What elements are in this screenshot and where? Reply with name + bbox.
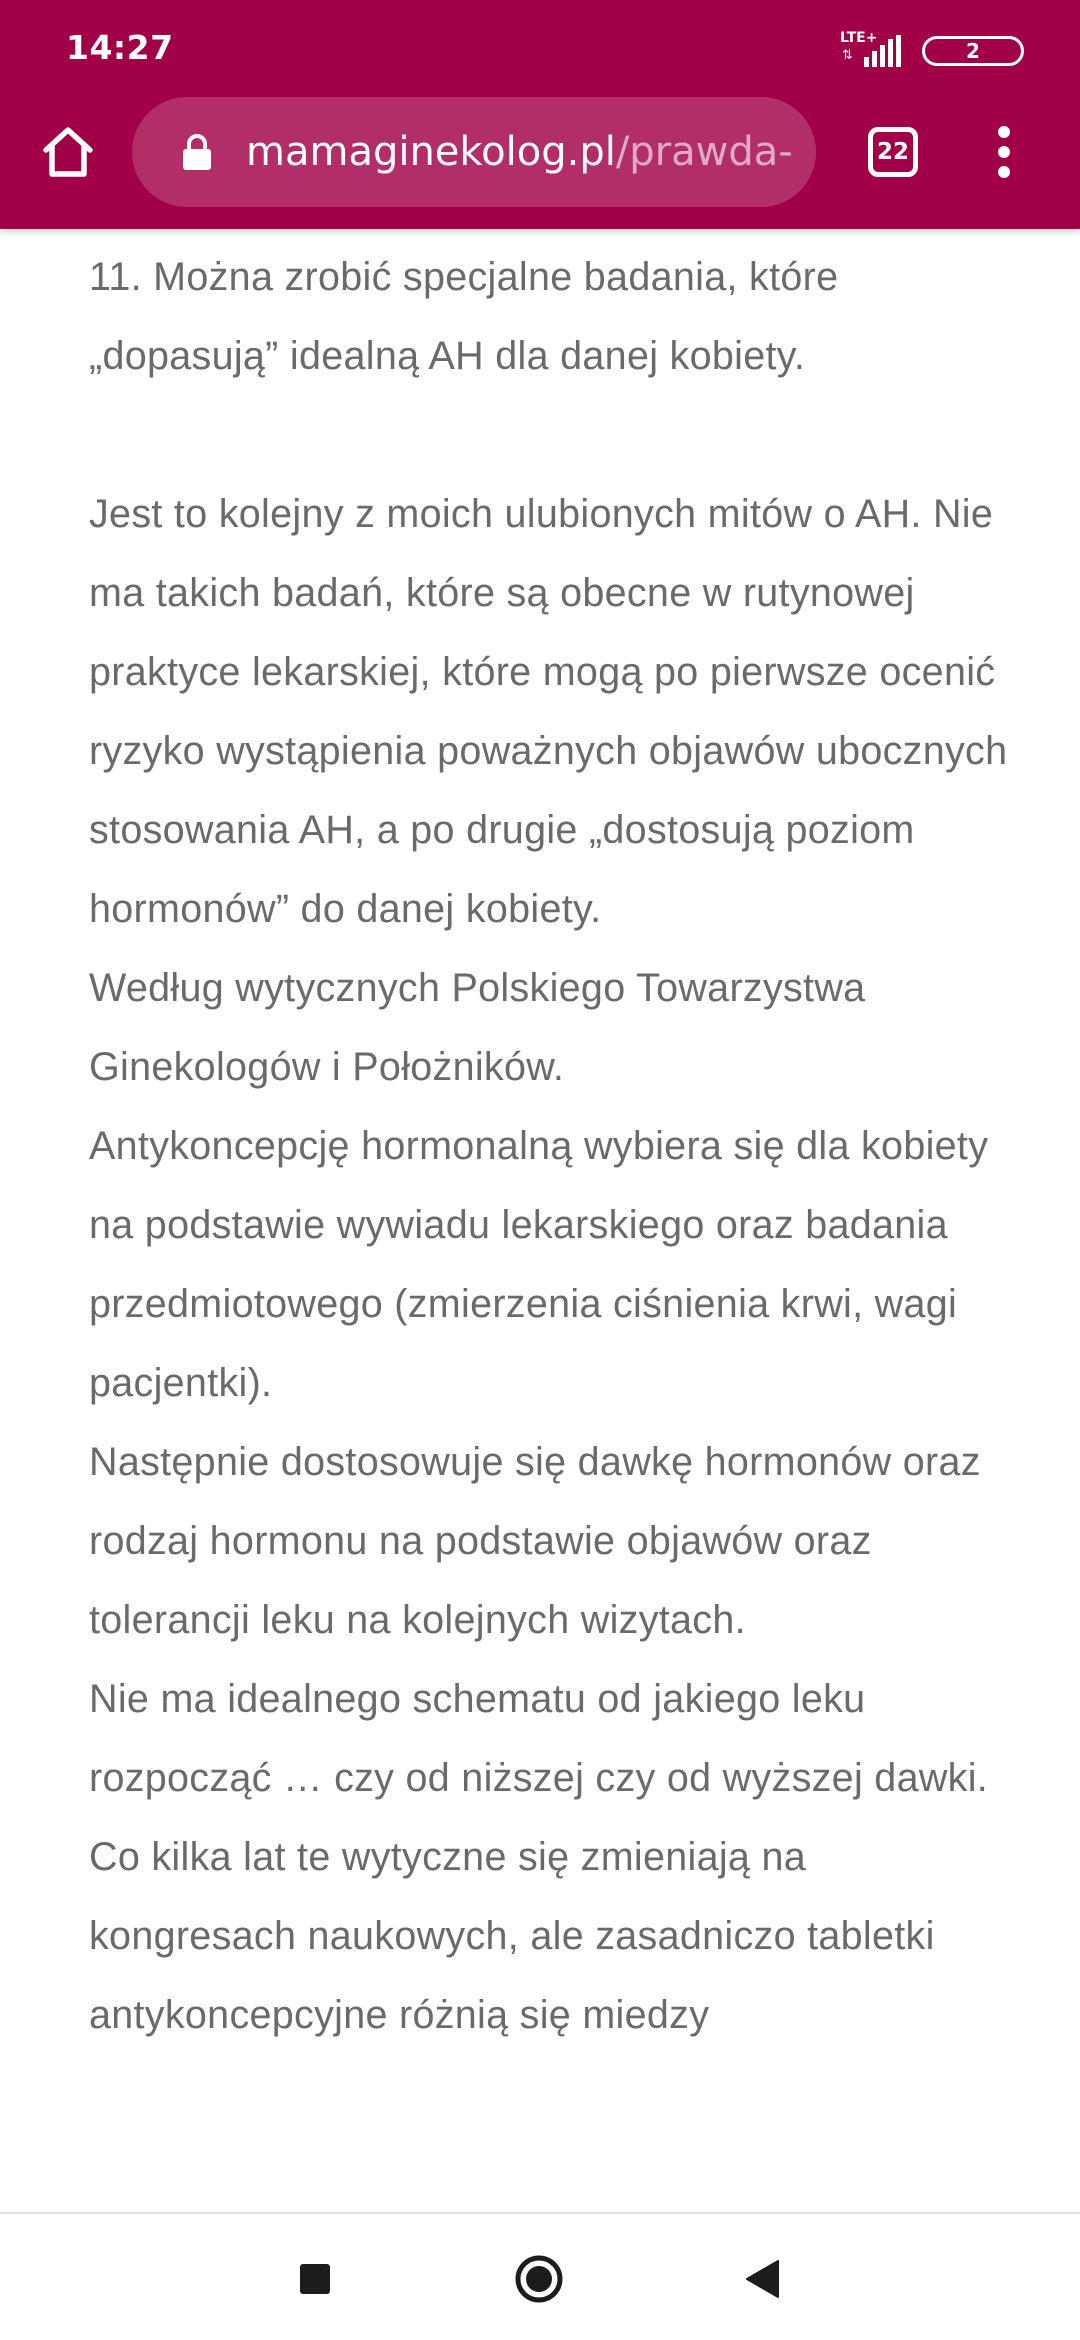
signal-bars-icon <box>862 35 902 67</box>
battery-icon <box>922 36 1024 66</box>
tab-count: 22 <box>876 139 909 165</box>
address-bar[interactable] <box>132 97 816 207</box>
article-paragraph: Nie ma idealnego schematu od jakiego leku rozpocząć … czy od niższej czy od wyższej dawki. Co kilka lat te wytyczne się zmieniają na kongresach naukowych, ale zasadniczo tabletki antykoncepcyjne różnią się miedzy <box>89 1677 989 2037</box>
article-body <box>89 238 1009 2055</box>
lock-icon <box>182 133 212 171</box>
network-indicator <box>840 31 900 71</box>
article-paragraph: Następnie dostosowuje się dawkę hormonów oraz rodzaj hormonu na podstawie objawów oraz tolerancji leku na kolejnych wizytach. <box>89 1440 981 1642</box>
menu-dot <box>998 126 1010 138</box>
url-text <box>246 97 806 207</box>
article-paragraph: Według wytycznych Polskiego Towarzystwa Ginekologów i Położników. <box>89 966 866 1089</box>
home-button[interactable] <box>36 120 100 184</box>
home-icon <box>40 124 96 180</box>
url-path: /prawda- <box>615 129 793 175</box>
article-heading: 11. Można zrobić specjalne badania, które „dopasują” idealną AH dla danej kobiety. <box>89 255 839 378</box>
status-icons <box>840 30 1024 72</box>
battery-level: 2 <box>966 39 980 63</box>
network-label: LTE+ <box>840 30 878 46</box>
home-circle-icon[interactable] <box>514 2254 564 2304</box>
tabs-button[interactable] <box>868 127 918 177</box>
recents-square-icon[interactable] <box>300 2264 330 2294</box>
system-nav-bar <box>0 2212 1080 2340</box>
menu-dot <box>998 166 1010 178</box>
url-domain: mamaginekolog.pl <box>246 129 616 175</box>
article-paragraph: Jest to kolejny z moich ulubionych mitów o AH. Nie ma takich badań, które są obecne w rutynowej praktyce lekarskiej, które mogą po pierwsze ocenić ryzyko wystąpienia poważnych objawów ubocznych stosowania AH, a po drugie „dostosują poziom hormonów” do danej kobiety. <box>89 492 1008 931</box>
menu-dot <box>998 146 1010 158</box>
back-triangle-icon[interactable] <box>744 2258 780 2300</box>
data-arrows-icon: ⇅ <box>842 48 853 63</box>
article-paragraph: Antykoncepcję hormonalną wybiera się dla kobiety na podstawie wywiadu lekarskiego oraz badania przedmiotowego (zmierzenia ciśnienia krwi, wagi pacjentki). <box>89 1124 989 1405</box>
more-menu-icon[interactable] <box>980 122 1028 182</box>
browser-toolbar <box>0 0 1080 229</box>
status-time: 14:27 <box>66 28 174 67</box>
